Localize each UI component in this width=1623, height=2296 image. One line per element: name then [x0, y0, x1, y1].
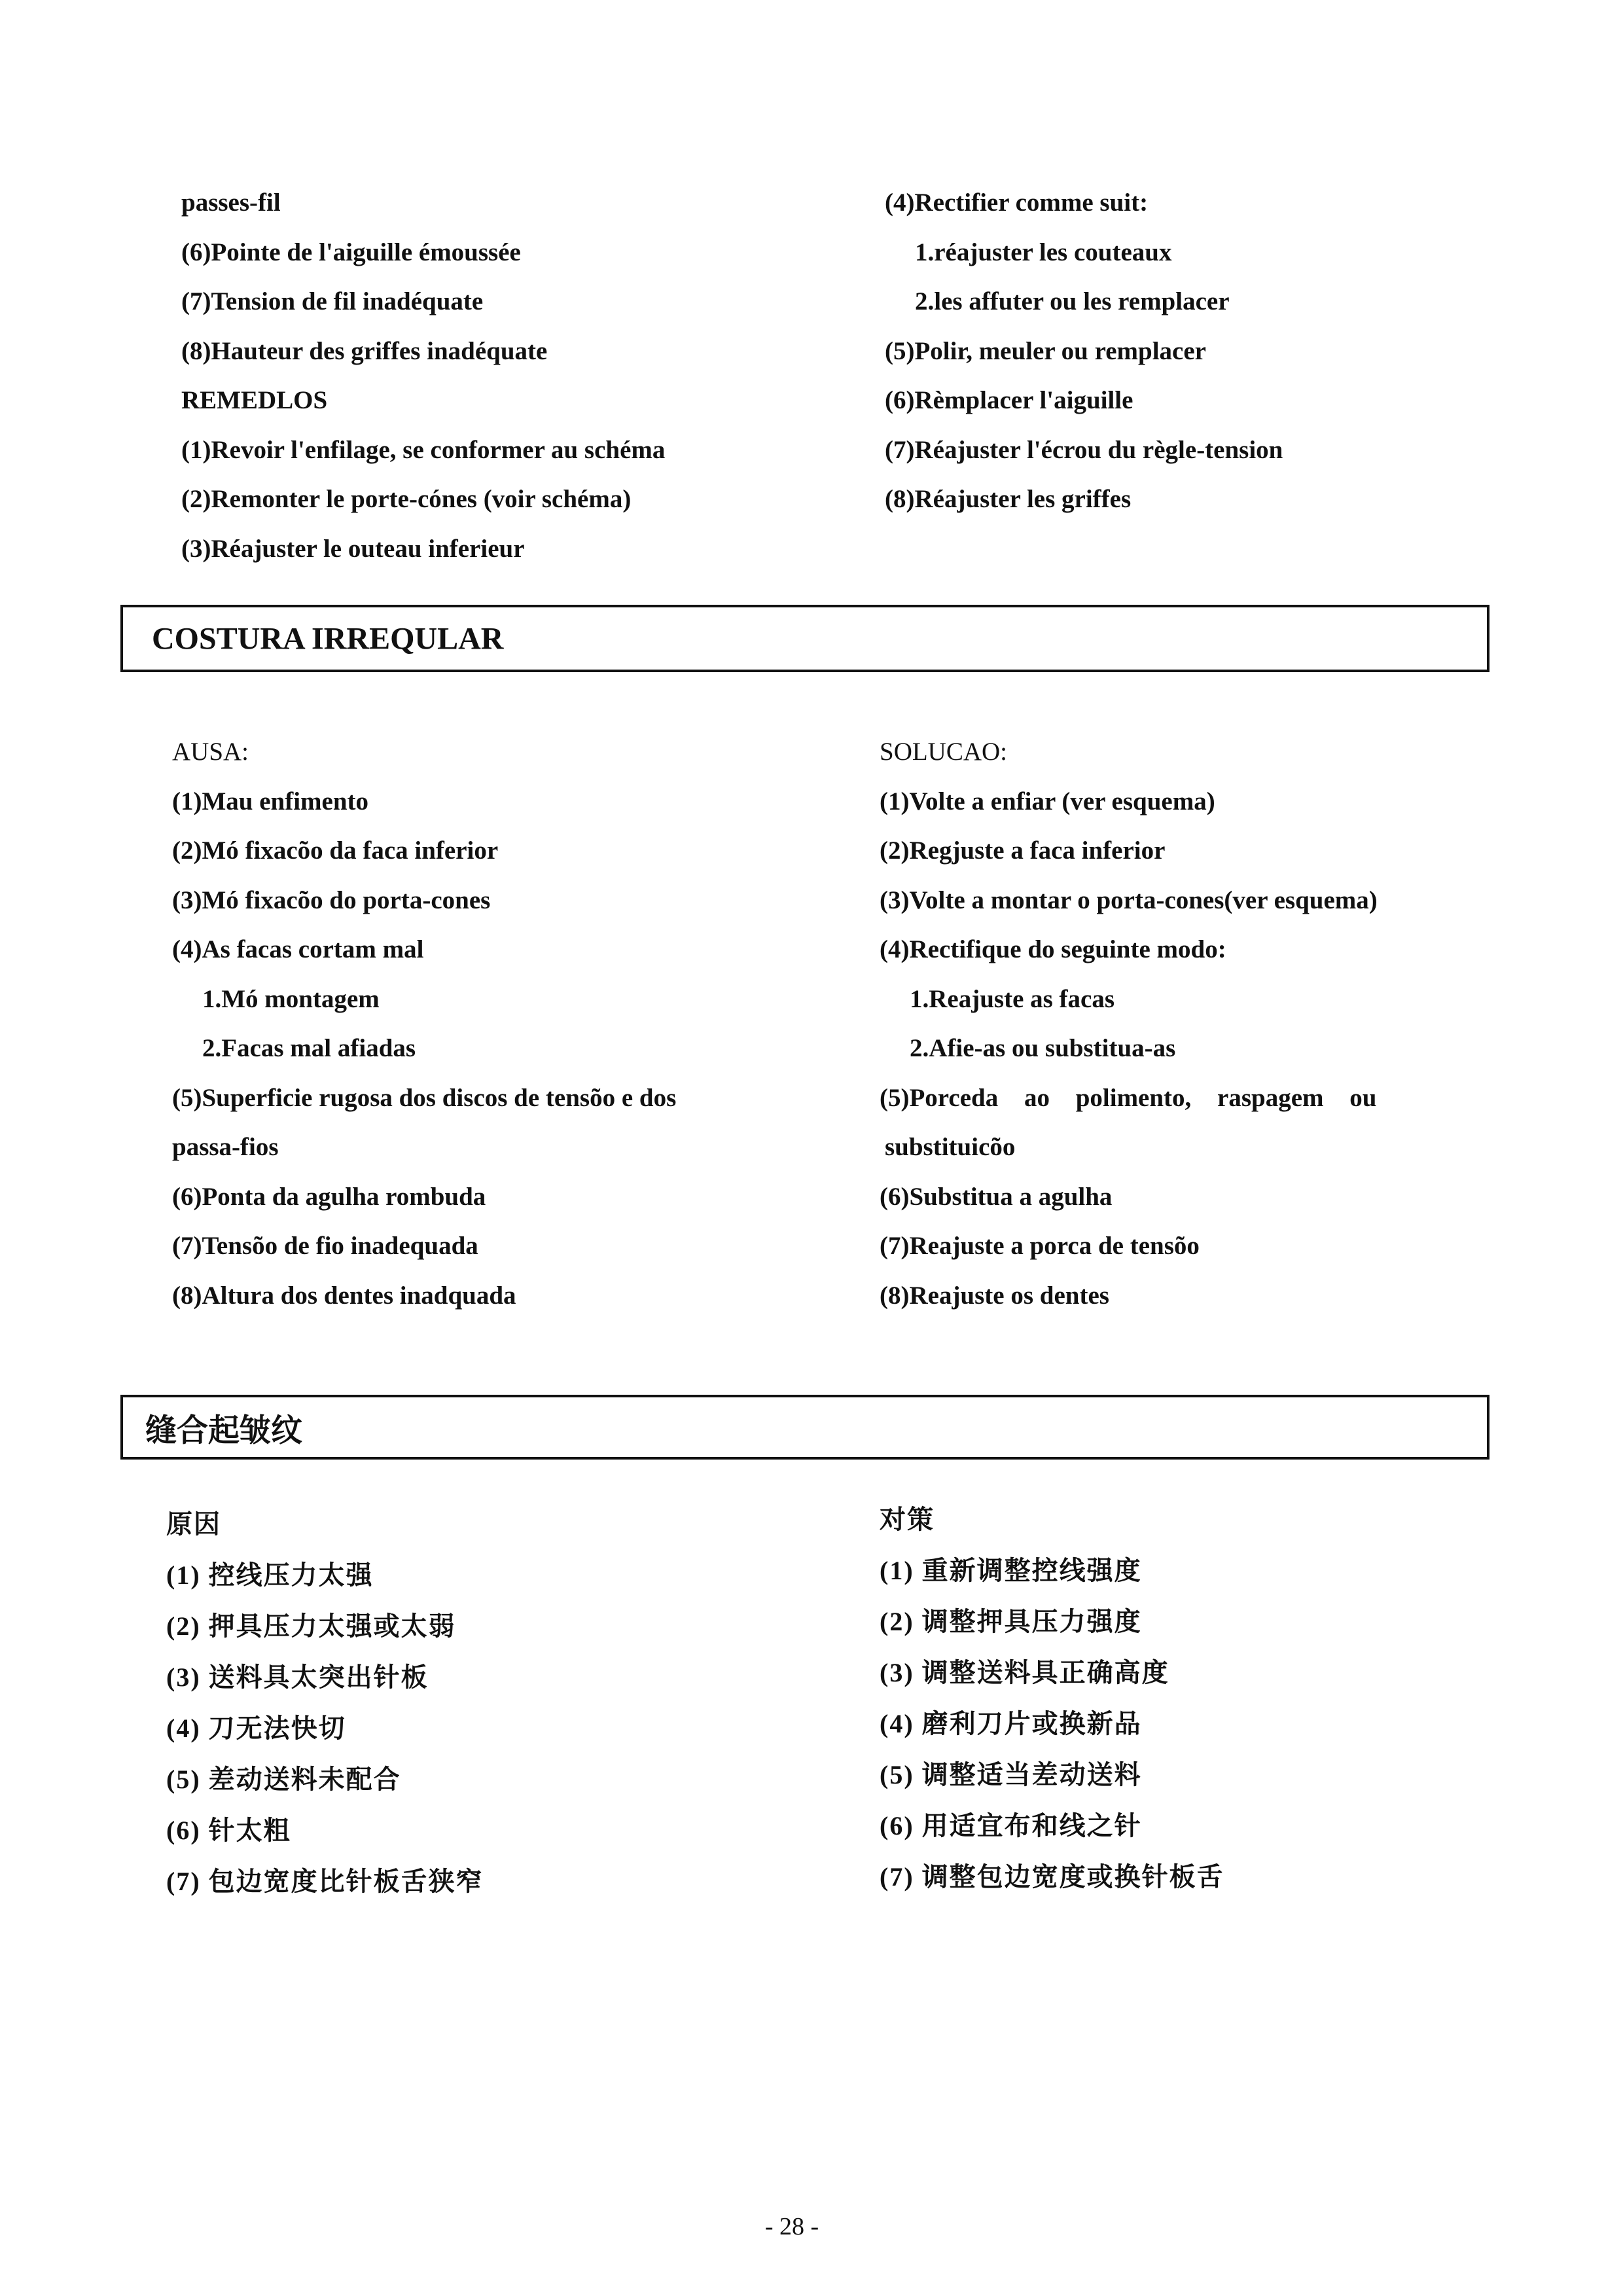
portuguese-solutions-column	[880, 727, 1378, 1320]
text-line: (3)Réajuster le outeau inferieur	[181, 534, 525, 563]
text-line: (6)Pointe de l'aiguille émoussée	[181, 238, 521, 266]
text-line: (2)Regjuste a faca inferior	[880, 836, 1166, 865]
section-title: COSTURA IRREQULAR	[152, 621, 504, 656]
text-line: (5) 调整适当差动送料	[880, 1760, 1142, 1789]
causes-heading: 原因	[166, 1509, 221, 1539]
text-line: (3) 送料具太突出针板	[166, 1662, 429, 1692]
text-line: (7)Reajuste a porca de tensõo	[880, 1232, 1200, 1260]
text-line: (8)Reajuste os dentes	[880, 1281, 1109, 1310]
section-title-box	[120, 1395, 1489, 1460]
text-line: (3) 调整送料具正确高度	[880, 1658, 1169, 1687]
text-line: (8)Hauteur des griffes inadéquate	[181, 336, 548, 365]
text-line: (1) 重新调整控线强度	[880, 1556, 1142, 1585]
french-remedies-column	[885, 178, 1283, 524]
text-line: 1.réajuster les couteaux	[915, 238, 1172, 266]
text-line: 2.Afie-as ou substitua-as	[910, 1034, 1176, 1062]
text-line: (6)Rèmplacer l'aiguille	[885, 386, 1133, 414]
section-title-box	[120, 605, 1489, 672]
chinese-solutions-column	[880, 1494, 1224, 1903]
text-line: (1)Mau enfimento	[172, 787, 369, 816]
text-line: (4)Rectifier comme suit:	[885, 188, 1149, 217]
text-line: (4) 磨利刀片或换新品	[880, 1709, 1142, 1738]
text-line: substituicõo	[885, 1133, 1016, 1161]
text-line: (1) 控线压力太强	[166, 1560, 374, 1590]
text-line: 1.Reajuste as facas	[910, 984, 1115, 1013]
section-title: 缝合起皱纹	[145, 1413, 303, 1448]
remedies-heading: REMEDLOS	[181, 386, 328, 414]
text-line: (7) 调整包边宽度或换针板舌	[880, 1862, 1224, 1892]
text-line: (8)Réajuster les griffes	[885, 485, 1132, 513]
text-line: passes-fil	[181, 188, 281, 217]
text-line: (7)Réajuster l'écrou du règle-tension	[885, 435, 1283, 464]
text-line: (1)Volte a enfiar (ver esquema)	[880, 787, 1215, 816]
text-line: (2) 押具压力太强或太弱	[166, 1611, 456, 1641]
text-line: (8)Altura dos dentes inadquada	[172, 1281, 516, 1310]
page-number: - 28 -	[764, 2213, 819, 2240]
causes-heading: AUSA:	[172, 738, 249, 766]
text-line: passa-fios	[172, 1133, 279, 1161]
text-line: (6)Substitua a agulha	[880, 1182, 1113, 1211]
text-line: (7) 包边宽度比针板舌狭窄	[166, 1867, 484, 1896]
solutions-heading: 对策	[880, 1505, 935, 1534]
portuguese-causes-column	[172, 727, 676, 1320]
chinese-causes-column	[166, 1499, 484, 1907]
text-line: (2)Mó fixacõo da faca inferior	[172, 836, 499, 865]
text-line: (7)Tensõo de fio inadequada	[172, 1232, 478, 1260]
text-line: (1)Revoir l'enfilage, se conformer au schéma	[181, 435, 666, 464]
text-line: (4) 刀无法快切	[166, 1713, 346, 1743]
text-line: 2.Facas mal afiadas	[202, 1034, 416, 1062]
french-causes-column	[181, 178, 665, 573]
text-line: (5)Porceda ao polimento, raspagem ou	[880, 1083, 1377, 1112]
text-line: (5) 差动送料未配合	[166, 1765, 401, 1794]
text-line: (2)Remonter le porte-cónes (voir schéma)	[181, 485, 632, 513]
text-line: 2.les affuter ou les remplacer	[915, 287, 1230, 315]
text-line: (5)Superficie rugosa dos discos de tensõo e dos	[172, 1083, 677, 1112]
text-line: (6) 针太粗	[166, 1816, 291, 1845]
text-line: 1.Mó montagem	[202, 984, 380, 1013]
text-line: (3)Volte a montar o porta-cones(ver esquema)	[880, 886, 1378, 914]
solutions-heading: SOLUCAO:	[880, 738, 1008, 766]
text-line: (2) 调整押具压力强度	[880, 1607, 1142, 1636]
text-line: (4)Rectifique do seguinte modo:	[880, 935, 1226, 963]
text-line: (3)Mó fixacõo do porta-cones	[172, 886, 491, 914]
text-line: (6) 用适宜布和线之针	[880, 1811, 1142, 1840]
text-line: (6)Ponta da agulha rombuda	[172, 1182, 486, 1211]
text-line: (4)As facas cortam mal	[172, 935, 424, 963]
text-line: (7)Tension de fil inadéquate	[181, 287, 484, 315]
text-line: (5)Polir, meuler ou remplacer	[885, 336, 1206, 365]
